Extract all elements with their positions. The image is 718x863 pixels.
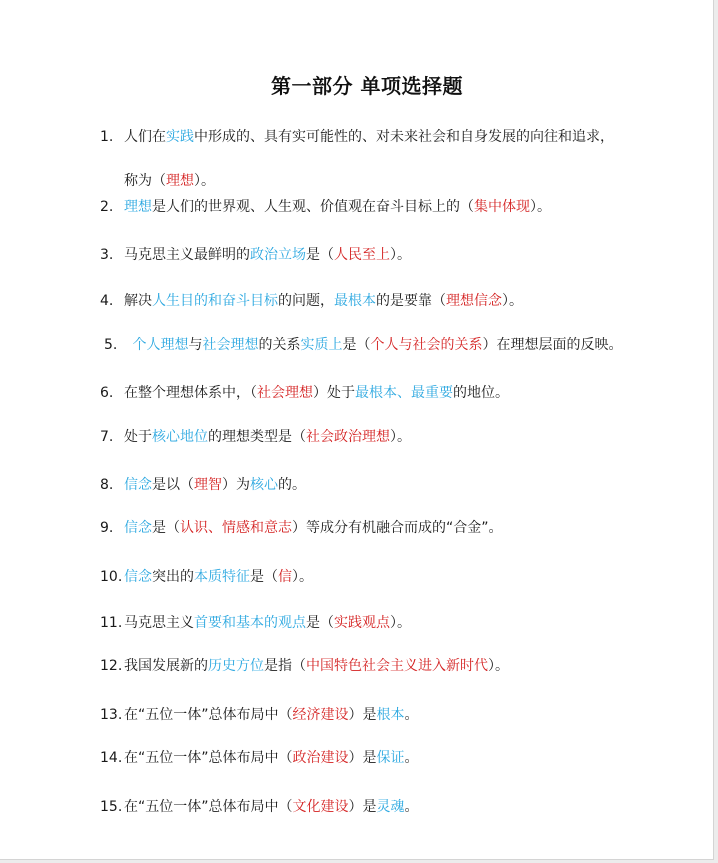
- question-number: 8.: [100, 477, 114, 493]
- plain-text: ）。: [488, 658, 509, 674]
- question-number: 11.: [100, 615, 123, 631]
- keyword-text: 灵魂: [376, 799, 405, 815]
- plain-text: 是（: [306, 247, 334, 263]
- answer-text: 社会政治理想: [306, 429, 390, 445]
- plain-text: 的关系: [258, 337, 301, 353]
- plain-text: ）。: [530, 199, 551, 215]
- plain-text: 的是要靠（: [376, 293, 446, 309]
- question-item: [104, 335, 622, 355]
- plain-text: 的理想类型是（: [208, 429, 306, 445]
- question-number: 6.: [100, 385, 114, 401]
- plain-text: 是（: [250, 569, 278, 585]
- answer-text: 理智: [194, 477, 222, 493]
- plain-text: 称为（: [124, 173, 166, 189]
- question-text-line: [124, 171, 215, 191]
- keyword-text: 保证: [376, 750, 405, 766]
- plain-text: ）。: [194, 173, 215, 189]
- question-number: 10.: [100, 569, 123, 585]
- question-number: 5.: [104, 337, 118, 353]
- keyword-text: 历史方位: [208, 658, 264, 674]
- plain-text: 在整个理想体系中，（: [124, 385, 257, 401]
- question-number: 4.: [100, 293, 114, 309]
- plain-text: 是（: [152, 520, 180, 536]
- question-number: 1.: [100, 129, 114, 145]
- question-item: [100, 245, 411, 265]
- question-item: [100, 748, 419, 768]
- question-text-line: [124, 750, 419, 766]
- keyword-text: 信念: [124, 520, 152, 536]
- question-item: [100, 705, 419, 725]
- question-text-line: [124, 429, 411, 445]
- keyword-text: 信念: [124, 569, 152, 585]
- plain-text: 解决: [124, 293, 152, 309]
- question-item: [100, 197, 551, 217]
- plain-text: 是（: [306, 615, 334, 631]
- answer-text: 经济建设: [292, 707, 349, 723]
- answer-text: 集中体现: [474, 199, 530, 215]
- plain-text: 的问题，: [278, 293, 334, 309]
- question-text-line: [124, 799, 419, 815]
- plain-text: 马克思主义: [124, 615, 194, 631]
- answer-text: 中国特色社会主义进入新时代: [306, 658, 488, 674]
- question-item: [100, 127, 614, 189]
- question-number: 15.: [100, 799, 123, 815]
- question-item: [100, 427, 411, 447]
- question-text-line: [124, 199, 551, 215]
- plain-text: 的地位。: [453, 385, 509, 401]
- question-text-line: [124, 293, 523, 309]
- question-number: 2.: [100, 199, 114, 215]
- answer-text: 政治建设: [292, 750, 349, 766]
- question-item: [100, 383, 509, 403]
- keyword-text: 本质特征: [194, 569, 250, 585]
- answer-text: 理想: [166, 173, 194, 189]
- plain-text: 在“五位一体”总体布局中（: [124, 799, 293, 815]
- plain-text: 与: [188, 337, 203, 353]
- keyword-text: 实践: [166, 129, 194, 145]
- plain-text: 马克思主义最鲜明的: [124, 247, 250, 263]
- plain-text: 是人们的世界观、人生观、价值观在奋斗目标上的（: [152, 199, 474, 215]
- keyword-text: 政治立场: [250, 247, 306, 263]
- plain-text: ）是: [348, 750, 377, 766]
- question-number: 9.: [100, 520, 114, 536]
- page-shadow-right: [714, 0, 718, 863]
- question-item: [100, 518, 503, 538]
- question-item: [100, 613, 411, 633]
- question-text-line: [124, 520, 503, 536]
- plain-text: 我国发展新的: [124, 658, 208, 674]
- plain-text: ）在理想层面的反映。: [482, 337, 623, 353]
- question-text-line: [124, 569, 313, 585]
- plain-text: ）。: [502, 293, 523, 309]
- plain-text: ）处于: [313, 385, 355, 401]
- plain-text: 人们在: [124, 129, 166, 145]
- plain-text: 的。: [278, 477, 306, 493]
- keyword-text: 核心地位: [152, 429, 208, 445]
- keyword-text: 个人理想: [132, 337, 189, 353]
- plain-text: 中形成的、具有实可能性的、对未来社会和自身发展的向往和追求，: [194, 129, 614, 145]
- plain-text: ）。: [390, 429, 411, 445]
- question-number: 13.: [100, 707, 123, 723]
- plain-text: 是（: [342, 337, 371, 353]
- question-number: 3.: [100, 247, 114, 263]
- plain-text: 在“五位一体”总体布局中（: [124, 707, 293, 723]
- answer-text: 实践观点: [334, 615, 390, 631]
- plain-text: 。: [404, 799, 419, 815]
- plain-text: 。: [404, 750, 419, 766]
- plain-text: 突出的: [152, 569, 194, 585]
- plain-text: ）为: [222, 477, 250, 493]
- question-text-line: [124, 247, 411, 263]
- keyword-text: 最根本、最重要: [355, 385, 453, 401]
- question-text-line: [128, 337, 622, 353]
- question-item: [100, 291, 523, 311]
- answer-text: 信: [278, 569, 292, 585]
- keyword-text: 社会理想: [202, 337, 259, 353]
- keyword-text: 核心: [250, 477, 278, 493]
- question-text-line: [124, 707, 419, 723]
- keyword-text: 最根本: [334, 293, 376, 309]
- answer-text: 个人与社会的关系: [370, 337, 483, 353]
- question-number: 7.: [100, 429, 114, 445]
- keyword-text: 信念: [124, 477, 152, 493]
- plain-text: ）。: [292, 569, 313, 585]
- keyword-text: 理想: [124, 199, 152, 215]
- question-number: 12.: [100, 658, 123, 674]
- answer-text: 人民至上: [334, 247, 390, 263]
- answer-text: 文化建设: [292, 799, 349, 815]
- question-text-line: [124, 129, 614, 145]
- question-text-line: [124, 477, 306, 493]
- question-number: 14.: [100, 750, 123, 766]
- question-item: [100, 567, 313, 587]
- question-item: [100, 475, 306, 495]
- plain-text: ）是: [348, 799, 377, 815]
- keyword-text: 根本: [376, 707, 405, 723]
- keyword-text: 首要和基本的观点: [194, 615, 306, 631]
- answer-text: 社会理想: [257, 385, 313, 401]
- answer-text: 认识、情感和意志: [180, 520, 292, 536]
- keyword-text: 实质上: [300, 337, 343, 353]
- answer-text: 理想信念: [446, 293, 502, 309]
- plain-text: 。: [404, 707, 419, 723]
- plain-text: 是指（: [264, 658, 306, 674]
- plain-text: ）。: [390, 247, 411, 263]
- question-text-line: [124, 658, 509, 674]
- plain-text: 处于: [124, 429, 152, 445]
- question-item: [100, 797, 419, 817]
- question-text-line: [124, 615, 411, 631]
- plain-text: ）。: [390, 615, 411, 631]
- page-title: 第一部分 单项选择题: [271, 74, 463, 98]
- plain-text: ）等成分有机融合而成的“合金”。: [292, 520, 503, 536]
- question-text-line: [124, 385, 509, 401]
- question-item: [100, 656, 509, 676]
- plain-text: ）是: [348, 707, 377, 723]
- keyword-text: 人生目的和奋斗目标: [152, 293, 278, 309]
- plain-text: 在“五位一体”总体布局中（: [124, 750, 293, 766]
- plain-text: 是以（: [152, 477, 194, 493]
